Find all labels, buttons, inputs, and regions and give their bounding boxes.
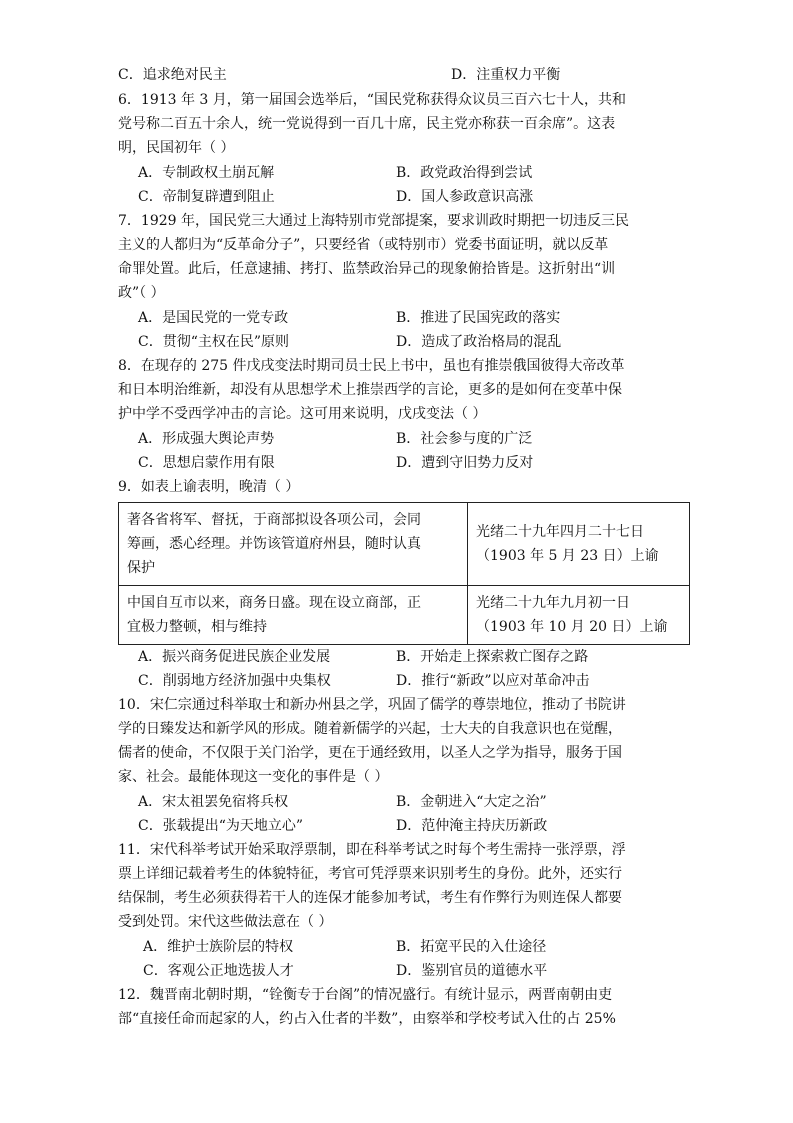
edict-date-line: 光绪二十九年四月二十七日 [476, 524, 644, 540]
q9-stem-line-1: 9．如表上谕表明，晚清（ ） [118, 479, 300, 495]
q7-option-a[interactable]: A．是国民党的一党专政 [138, 310, 289, 326]
q7-option-c[interactable]: C．贯彻“主权在民”原则 [138, 334, 290, 350]
q11-stem-line-1: 11．宋代科举考试开始采取浮票制，即在科举考试之时每个考生需持一张浮票，浮 [118, 842, 626, 858]
edict-content-line: 筹画，悉心经理。并饬该管道府州县，随时认真 [127, 536, 421, 552]
q10-stem-line-3: 儒者的使命，不仅限于关门治学，更在于通经致用，以圣人之学为指导，服务于国 [118, 745, 622, 761]
edict-content-cell [119, 586, 468, 645]
q6-option-a[interactable]: A．专制政权土崩瓦解 [138, 165, 275, 181]
q5-option-c[interactable]: C．追求绝对民主 [118, 67, 227, 83]
edict-content-line: 保护 [127, 560, 155, 576]
q6-option-b[interactable]: B．政党政治得到尝试 [396, 165, 533, 181]
q6-option-c[interactable]: C．帝制复辟遭到阻止 [138, 189, 275, 205]
q6-stem-line-3: 明，民国初年（ ） [118, 140, 235, 156]
q9-option-d[interactable]: D．推行“新政”以应对革命冲击 [396, 673, 590, 689]
q8-stem-line-1: 8．在现存的 275 件戊戌变法时期司员士民上书中，虽也有推崇俄国彼得大帝改革 [118, 358, 625, 374]
q9-options-row-1 [138, 647, 698, 667]
q11-stem-line-3: 结保制，考生必须获得若干人的连保才能参加考试，考生有作弊行为则连保人都要 [118, 890, 622, 906]
q8-options-row-2 [138, 453, 698, 473]
q8-options-row-1 [138, 429, 698, 449]
q6-options-row-1 [138, 163, 698, 183]
q11-option-b[interactable]: B．拓宽平民的入仕途径 [396, 939, 547, 955]
edict-date-line: 光绪二十九年九月初一日 [476, 595, 630, 611]
q10-option-b[interactable]: B．金朝进入“大定之治” [396, 794, 547, 810]
q12-stem-line-2: 部“直接任命而起家的人，约占入仕者的半数”，由察举和学校考试入仕的占 25% [118, 1011, 616, 1027]
edict-content-line: 宜极力整顿，相与维持 [127, 619, 267, 635]
q5-option-d[interactable]: D．注重权力平衡 [451, 67, 561, 83]
q11-option-c[interactable]: C．客观公正地选拔人才 [143, 963, 294, 979]
q10-stem-line-4: 家、社会。最能体现这一变化的事件是（ ） [118, 769, 389, 785]
q9-option-c[interactable]: C．削弱地方经济加强中央集权 [138, 673, 331, 689]
q11-stem-line-2: 票上详细记载着考生的体貌特征，考官可凭浮票来识别考生的身份。此外，还实行 [118, 866, 622, 882]
edict-date-cell [468, 503, 690, 586]
q10-option-d[interactable]: D．范仲淹主持庆历新政 [396, 818, 548, 834]
edict-content-line: 著各省将军、督抚，于商部拟设各项公司，会同 [127, 512, 421, 528]
q8-option-d[interactable]: D．遭到守旧势力反对 [396, 455, 534, 471]
q7-option-b[interactable]: B．推进了民国宪政的落实 [396, 310, 561, 326]
q10-stem-line-1: 10．宋仁宗通过科举取士和新办州县之学，巩固了儒学的尊崇地位，推动了书院讲 [118, 697, 626, 713]
q8-stem-line-2: 和日本明治维新，却没有从思想学术上推崇西学的言论，更多的是如何在变革中保 [118, 382, 622, 398]
q7-stem-line-4: 政”（ ） [118, 285, 165, 301]
q11-options-row-1 [143, 937, 703, 957]
edict-date-line: （1903 年 5 月 23 日）上谕 [476, 548, 659, 564]
q7-stem-line-1: 7．1929 年，国民党三大通过上海特别市党部提案，要求训政时期把一切违反三民 [118, 213, 629, 229]
q8-option-c[interactable]: C．思想启蒙作用有限 [138, 455, 275, 471]
q10-option-c[interactable]: C．张载提出“为天地立心” [138, 818, 304, 834]
q7-option-d[interactable]: D．造成了政治格局的混乱 [396, 334, 562, 350]
q10-option-a[interactable]: A．宋太祖罢免宿将兵权 [138, 794, 289, 810]
q12-stem-line-1: 12．魏晋南北朝时期，“铨衡专于台阁”的情况盛行。有统计显示，两晋南朝由吏 [118, 987, 613, 1003]
q6-stem-line-1: 6．1913 年 3 月，第一届国会选举后，“国民党称获得众议员三百六七十人，共和 [118, 92, 626, 108]
q10-stem-line-2: 学的日臻发达和新学风的形成。随着新儒学的兴起，士大夫的自我意识也在觉醒， [118, 721, 622, 737]
q7-options-row-2 [138, 332, 698, 352]
q10-options-row-2 [138, 816, 698, 836]
q9-edict-table [118, 502, 690, 645]
q6-stem-line-2: 党号称二百五十余人，统一党说得到一百几十席，民主党亦称获一百余席”。这表 [118, 116, 616, 132]
q7-options-row-1 [138, 308, 698, 328]
edict-content-line: 中国自互市以来，商务日盛。现在设立商部，正 [127, 595, 421, 611]
edict-date-cell [468, 586, 690, 645]
q9-options-row-2 [138, 671, 698, 691]
table-row [119, 586, 690, 645]
q5-options-row-2 [118, 65, 678, 85]
edict-content-cell [119, 503, 468, 586]
q9-option-a[interactable]: A．振兴商务促进民族企业发展 [138, 649, 331, 665]
q9-option-b[interactable]: B．开始走上探索救亡图存之路 [396, 649, 589, 665]
q11-options-row-2 [143, 961, 703, 981]
table-row [119, 503, 690, 586]
q11-option-a[interactable]: A．维护士族阶层的特权 [143, 939, 294, 955]
q8-stem-line-3: 护中学不受西学冲击的言论。这可用来说明，戊戌变法（ ） [118, 406, 487, 422]
q6-options-row-2 [138, 187, 698, 207]
q10-options-row-1 [138, 792, 698, 812]
q6-option-d[interactable]: D．国人参政意识高涨 [396, 189, 534, 205]
q11-stem-line-4: 受到处罚。宋代这些做法意在（ ） [118, 914, 333, 930]
edict-date-line: （1903 年 10 月 20 日）上谕 [476, 619, 668, 635]
q7-stem-line-3: 命罪处置。此后，任意逮捕、拷打、监禁政治异己的现象俯拾皆是。这折射出“训 [118, 261, 616, 277]
q7-stem-line-2: 主义的人都归为“反革命分子”，只要经省（或特别市）党委书面证明，就以反革 [118, 237, 609, 253]
q11-option-d[interactable]: D．鉴别官员的道德水平 [396, 963, 548, 979]
q8-option-a[interactable]: A．形成强大舆论声势 [138, 431, 275, 447]
q8-option-b[interactable]: B．社会参与度的广泛 [396, 431, 533, 447]
